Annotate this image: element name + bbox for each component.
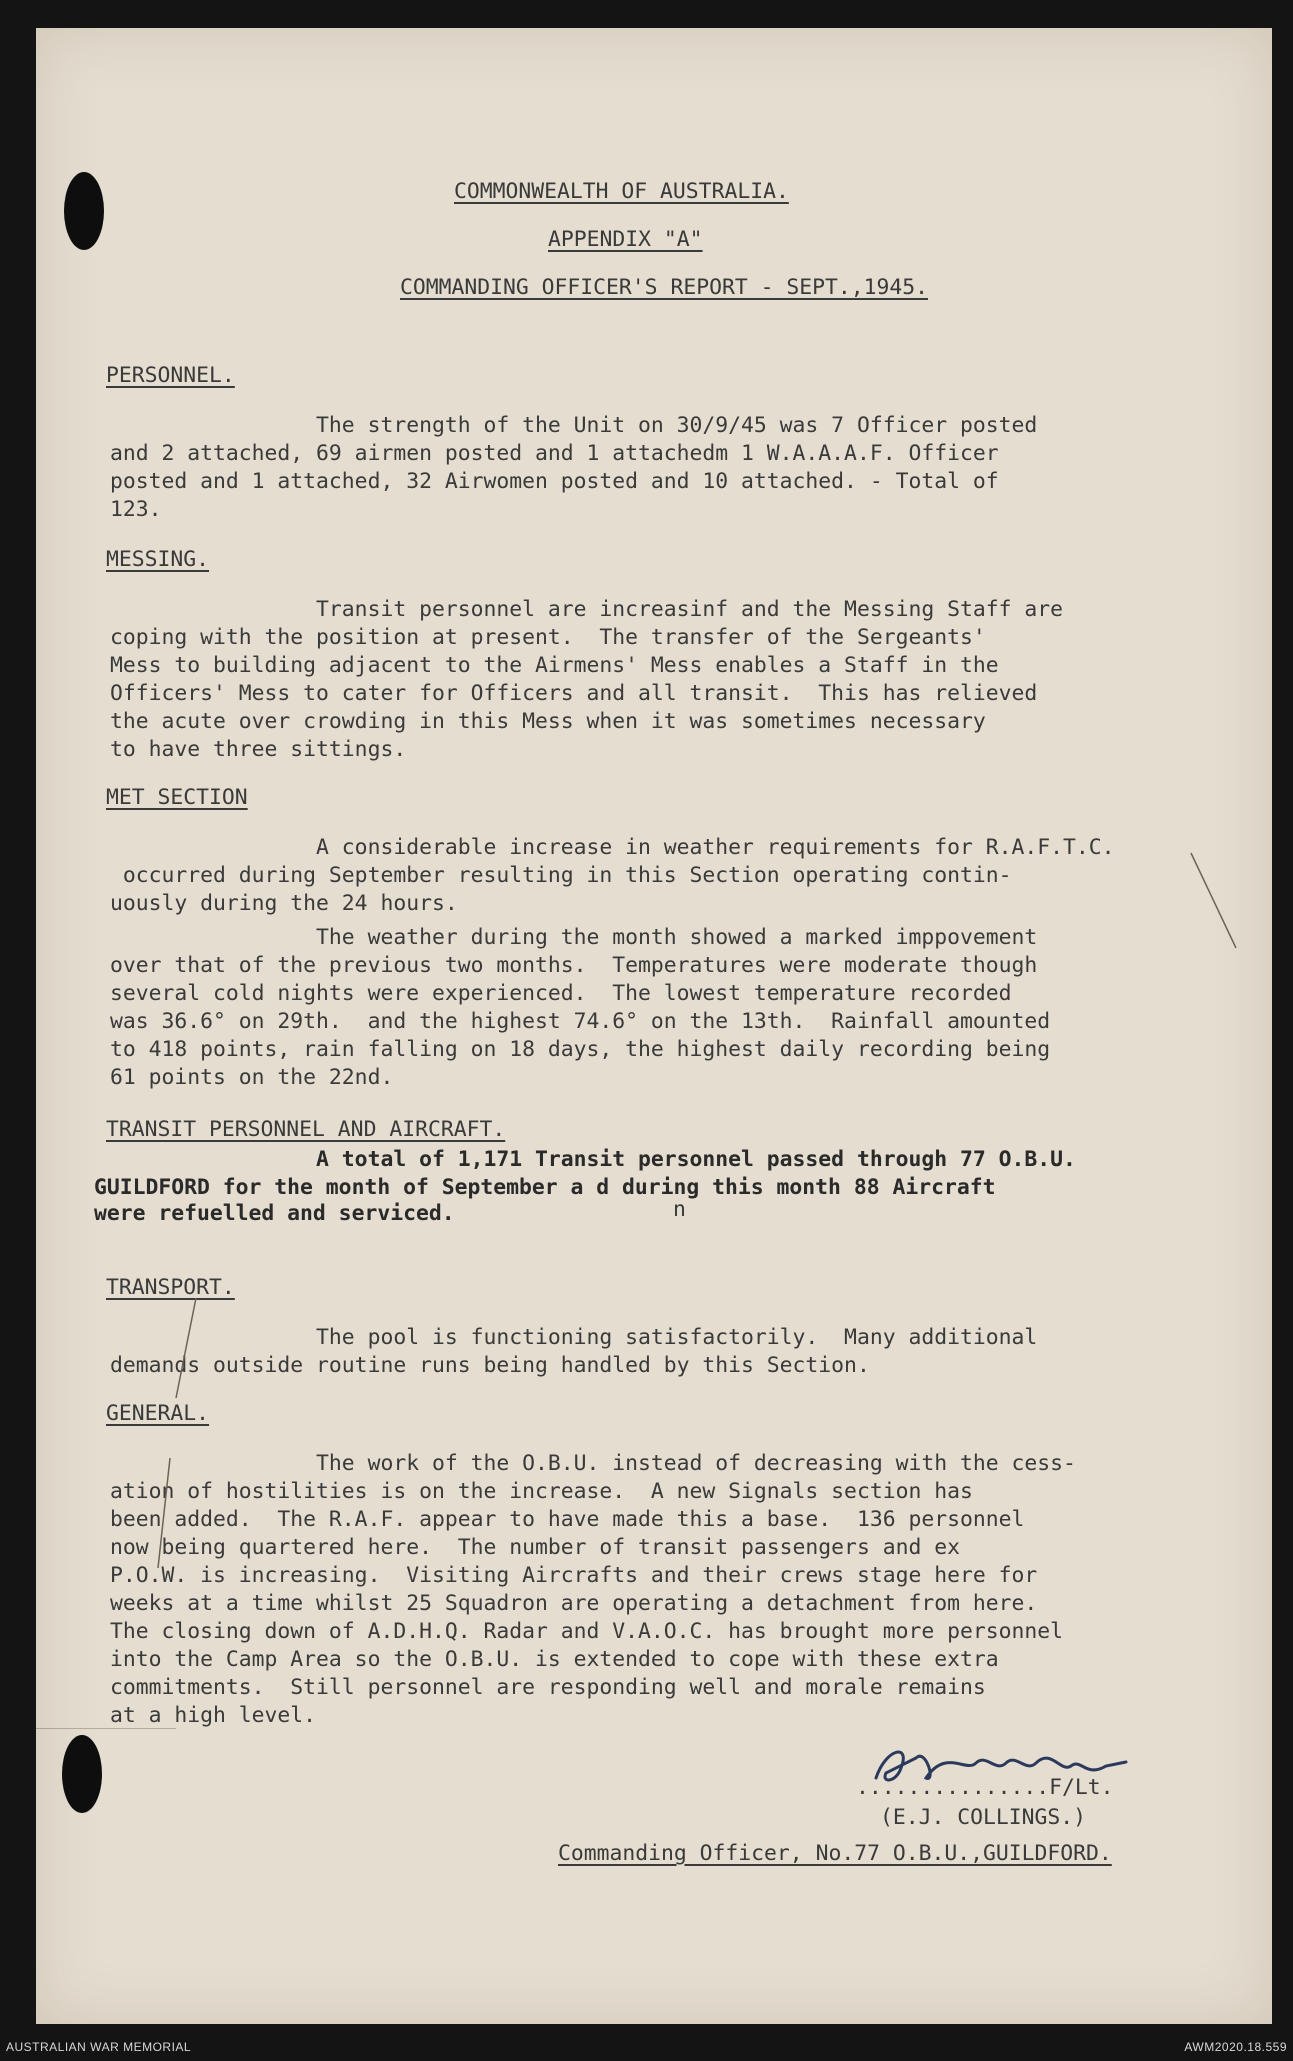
punch-hole-top [64, 172, 104, 250]
general-line: weeks at a time whilst 25 Squadron are operating a detachment from here. [110, 1591, 1038, 1616]
punch-hole-bottom [62, 1735, 102, 1813]
footer-accession-number: AWM2020.18.559 [1184, 2040, 1287, 2054]
met-para1-line: A considerable increase in weather requirements for R.A.F.T.C. [110, 835, 1115, 860]
met-para2-line: The weather during the month showed a marked imppovement [110, 925, 1038, 950]
met-para2-line: several cold nights were experienced. The lowest temperature recorded [110, 981, 1012, 1006]
footer-archive-label: AUSTRALIAN WAR MEMORIAL [6, 2040, 192, 2054]
transit-correction: n [673, 1197, 686, 1222]
transit-line: GUILDFORD for the month of September a d during this month 88 Aircraft [94, 1175, 996, 1200]
met-para1-line: uously during the 24 hours. [110, 891, 458, 916]
document-page [36, 28, 1272, 2024]
pencil-margin-mark [1186, 848, 1246, 958]
general-line: at a high level. [110, 1703, 317, 1728]
messing-line: the acute over crowding in this Mess when it was sometimes necessary [110, 709, 986, 734]
header-appendix: APPENDIX "A" [548, 227, 703, 252]
met-para2-line: to 418 points, rain falling on 18 days, the highest daily recording being [110, 1037, 1051, 1062]
general-line: The closing down of A.D.H.Q. Radar and V.A.O.C. has brought more personnel [110, 1619, 1063, 1644]
general-line: been added. The R.A.F. appear to have made this a base. 136 personnel [110, 1507, 1025, 1532]
header-org: COMMONWEALTH OF AUSTRALIA. [454, 179, 789, 204]
section-heading-general: GENERAL. [106, 1401, 210, 1426]
signature-title: Commanding Officer, No.77 O.B.U.,GUILDFORD. [558, 1841, 1112, 1866]
signature-dots-rank: ...............F/Lt. [856, 1775, 1114, 1800]
section-heading-met: MET SECTION [106, 785, 248, 810]
personnel-line: posted and 1 attached, 32 Airwomen posted and 10 attached. - Total of [110, 469, 999, 494]
met-para2-line: over that of the previous two months. Temperatures were moderate though [110, 953, 1038, 978]
general-line: into the Camp Area so the O.B.U. is extended to cope with these extra [110, 1647, 999, 1672]
messing-line: coping with the position at present. The transfer of the Sergeants' [110, 625, 986, 650]
messing-line: Officers' Mess to cater for Officers and all transit. This has relieved [110, 681, 1038, 706]
header-report-title: COMMANDING OFFICER'S REPORT - SEPT.,1945. [400, 275, 929, 300]
personnel-line: 123. [110, 497, 162, 522]
transport-line: The pool is functioning satisfactorily. Many additional [110, 1325, 1038, 1350]
personnel-line: The strength of the Unit on 30/9/45 was 7 Officer posted [110, 413, 1038, 438]
section-heading-personnel: PERSONNEL. [106, 363, 235, 388]
met-para1-line: occurred during September resulting in this Section operating contin- [110, 863, 1012, 888]
transport-line: demands outside routine runs being handled by this Section. [110, 1353, 870, 1378]
transit-line: were refuelled and serviced. [94, 1201, 455, 1226]
personnel-line: and 2 attached, 69 airmen posted and 1 attachedm 1 W.A.A.A.F. Officer [110, 441, 999, 466]
general-line: now being quartered here. The number of transit passengers and ex [110, 1535, 960, 1560]
messing-line: Transit personnel are increasinf and the Messing Staff are [110, 597, 1063, 622]
signature-name: (E.J. COLLINGS.) [880, 1805, 1087, 1830]
general-line: ation of hostilities is on the increase. A new Signals section has [110, 1479, 973, 1504]
messing-line: Mess to building adjacent to the Airmens' Mess enables a Staff in the [110, 653, 999, 678]
messing-line: to have three sittings. [110, 737, 407, 762]
general-line: P.O.W. is increasing. Visiting Aircrafts and their crews stage here for [110, 1563, 1038, 1588]
met-para2-line: was 36.6° on 29th. and the highest 74.6° on the 13th. Rainfall amounted [110, 1009, 1051, 1034]
transit-line: A total of 1,171 Transit personnel passed through 77 O.B.U. [110, 1147, 1076, 1172]
section-heading-transport: TRANSPORT. [106, 1275, 235, 1300]
section-heading-messing: MESSING. [106, 547, 210, 572]
general-line: The work of the O.B.U. instead of decreasing with the cess- [110, 1451, 1076, 1476]
met-para2-line: 61 points on the 22nd. [110, 1065, 394, 1090]
pencil-margin-mark [136, 1278, 216, 1578]
section-heading-transit: TRANSIT PERSONNEL AND AIRCRAFT. [106, 1117, 506, 1142]
general-line: commitments. Still personnel are responding well and morale remains [110, 1675, 986, 1700]
